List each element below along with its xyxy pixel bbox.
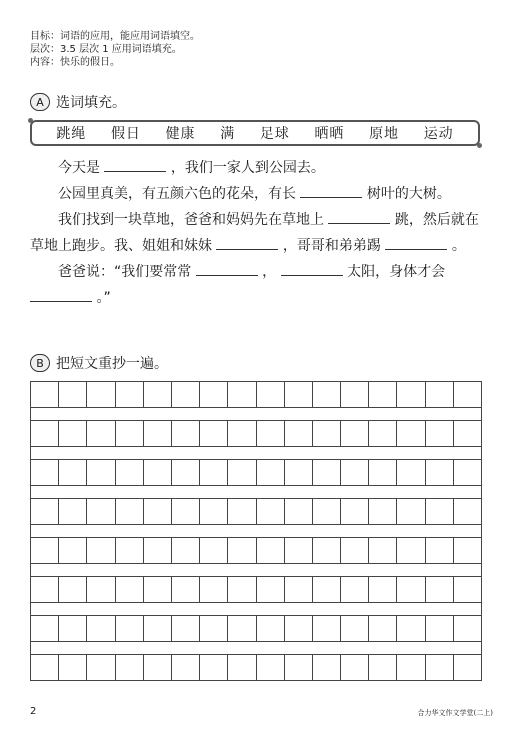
- grid-cell[interactable]: [312, 576, 340, 603]
- passage-paragraph-3: [30, 207, 485, 259]
- grid-cell[interactable]: [425, 420, 453, 447]
- grid-cell[interactable]: [284, 498, 312, 525]
- grid-cell[interactable]: [30, 537, 58, 564]
- answer-blank[interactable]: [300, 181, 362, 198]
- series-title: 合力华文作文学堂(二上): [417, 709, 493, 717]
- answer-blank[interactable]: [216, 233, 278, 250]
- grid-cell[interactable]: [143, 420, 171, 447]
- grid-cell[interactable]: [30, 459, 58, 486]
- word-bank-corner-dot: [477, 143, 482, 148]
- grid-cell[interactable]: [312, 654, 340, 681]
- grid-cell[interactable]: [340, 576, 368, 603]
- grid-cell[interactable]: [453, 537, 482, 564]
- grid-cell[interactable]: [312, 498, 340, 525]
- grid-row-gap: [30, 525, 482, 537]
- grid-cell[interactable]: [171, 654, 199, 681]
- grid-cell[interactable]: [284, 576, 312, 603]
- grid-cell[interactable]: [368, 576, 396, 603]
- grid-cell[interactable]: [227, 576, 255, 603]
- grid-cell[interactable]: [425, 498, 453, 525]
- grid-cell[interactable]: [143, 537, 171, 564]
- word-bank-item: 原地: [369, 126, 400, 142]
- passage-text: 。”: [96, 290, 111, 306]
- grid-cell[interactable]: [284, 381, 312, 408]
- passage-text: 今天是: [58, 160, 100, 176]
- word-bank-corner-dot: [28, 118, 33, 123]
- grid-cell[interactable]: [58, 420, 86, 447]
- grid-row-gap: [30, 447, 482, 459]
- grid-cell[interactable]: [396, 459, 424, 486]
- grid-cell[interactable]: [143, 459, 171, 486]
- grid-cell[interactable]: [30, 615, 58, 642]
- grid-cell[interactable]: [227, 615, 255, 642]
- grid-cell[interactable]: [312, 420, 340, 447]
- grid-cell[interactable]: [284, 459, 312, 486]
- grid-cell[interactable]: [199, 459, 227, 486]
- word-bank-item: 假日: [110, 126, 141, 142]
- grid-cell[interactable]: [340, 498, 368, 525]
- grid-cell[interactable]: [86, 537, 114, 564]
- grid-cell[interactable]: [256, 420, 284, 447]
- grid-cell[interactable]: [30, 576, 58, 603]
- grid-cell[interactable]: [453, 615, 482, 642]
- grid-cell[interactable]: [453, 381, 482, 408]
- grid-cell[interactable]: [227, 381, 255, 408]
- grid-cell[interactable]: [256, 576, 284, 603]
- passage-paragraph-4: [30, 259, 485, 311]
- grid-row-gap: [30, 564, 482, 576]
- grid-cell[interactable]: [396, 498, 424, 525]
- grid-cell[interactable]: [58, 615, 86, 642]
- grid-row: [30, 459, 482, 486]
- grid-cell[interactable]: [368, 615, 396, 642]
- grid-cell[interactable]: [86, 498, 114, 525]
- passage-text: 我们找到一块草地，爸爸和妈妈先在草地上: [58, 212, 324, 228]
- grid-cell[interactable]: [453, 459, 482, 486]
- passage-text: 太阳，身体才会: [347, 264, 446, 280]
- grid-cell[interactable]: [312, 459, 340, 486]
- goal-line: 目标：词语的应用，能应用词语填空。: [30, 31, 200, 42]
- grid-cell[interactable]: [284, 615, 312, 642]
- grid-cell[interactable]: [396, 615, 424, 642]
- grid-cell[interactable]: [284, 537, 312, 564]
- grid-cell[interactable]: [312, 537, 340, 564]
- grid-cell[interactable]: [227, 498, 255, 525]
- grid-cell[interactable]: [58, 537, 86, 564]
- grid-cell[interactable]: [115, 537, 143, 564]
- answer-blank[interactable]: [196, 259, 258, 276]
- section-a-heading: [30, 92, 126, 112]
- grid-row: [30, 615, 482, 642]
- word-bank-item: 足球: [259, 126, 290, 142]
- grid-cell[interactable]: [143, 654, 171, 681]
- grid-cell[interactable]: [425, 381, 453, 408]
- grid-cell[interactable]: [227, 537, 255, 564]
- section-b-heading: [30, 353, 168, 373]
- word-bank-item: 运动: [423, 126, 454, 142]
- word-bank-item: 健康: [165, 126, 196, 142]
- grid-cell[interactable]: [30, 654, 58, 681]
- grid-cell[interactable]: [396, 381, 424, 408]
- grid-cell[interactable]: [86, 654, 114, 681]
- grid-cell[interactable]: [256, 615, 284, 642]
- grid-row-gap: [30, 486, 482, 498]
- grid-cell[interactable]: [86, 615, 114, 642]
- grid-cell[interactable]: [368, 381, 396, 408]
- grid-cell[interactable]: [115, 459, 143, 486]
- grid-cell[interactable]: [340, 537, 368, 564]
- grid-cell[interactable]: [58, 498, 86, 525]
- grid-cell[interactable]: [453, 498, 482, 525]
- grid-cell[interactable]: [58, 459, 86, 486]
- grid-cell[interactable]: [115, 498, 143, 525]
- answer-blank[interactable]: [281, 259, 343, 276]
- grid-cell[interactable]: [115, 615, 143, 642]
- section-a-badge: A: [30, 93, 50, 111]
- grid-cell[interactable]: [171, 459, 199, 486]
- grid-cell[interactable]: [58, 381, 86, 408]
- grid-cell[interactable]: [115, 420, 143, 447]
- grid-cell[interactable]: [256, 654, 284, 681]
- grid-cell[interactable]: [256, 381, 284, 408]
- grid-row: [30, 381, 482, 408]
- grid-cell[interactable]: [171, 381, 199, 408]
- grid-cell[interactable]: [340, 459, 368, 486]
- grid-cell[interactable]: [30, 381, 58, 408]
- grid-cell[interactable]: [368, 420, 396, 447]
- grid-cell[interactable]: [396, 420, 424, 447]
- level-line: 层次：3.5 层次 1 应用词语填充。: [30, 44, 182, 55]
- passage-text: 爸爸说：“我们要常常: [58, 264, 192, 280]
- section-a-title: 选词填充。: [56, 95, 126, 111]
- writing-grid[interactable]: [30, 381, 482, 693]
- grid-cell[interactable]: [171, 576, 199, 603]
- grid-cell[interactable]: [284, 654, 312, 681]
- grid-cell[interactable]: [199, 381, 227, 408]
- grid-cell[interactable]: [86, 420, 114, 447]
- grid-cell[interactable]: [368, 654, 396, 681]
- grid-cell[interactable]: [143, 381, 171, 408]
- answer-blank[interactable]: [328, 207, 390, 224]
- word-bank-item: 满: [220, 126, 236, 142]
- grid-cell[interactable]: [227, 654, 255, 681]
- grid-cell[interactable]: [115, 576, 143, 603]
- grid-cell[interactable]: [199, 420, 227, 447]
- grid-cell[interactable]: [340, 381, 368, 408]
- grid-row: [30, 654, 482, 681]
- grid-cell[interactable]: [312, 381, 340, 408]
- passage-text: ，哥哥和弟弟踢: [282, 238, 381, 254]
- grid-cell[interactable]: [199, 654, 227, 681]
- grid-cell[interactable]: [396, 537, 424, 564]
- grid-cell[interactable]: [30, 498, 58, 525]
- grid-cell[interactable]: [58, 576, 86, 603]
- grid-cell[interactable]: [425, 576, 453, 603]
- grid-cell[interactable]: [143, 576, 171, 603]
- grid-cell[interactable]: [284, 420, 312, 447]
- grid-cell[interactable]: [453, 654, 482, 681]
- grid-cell[interactable]: [171, 420, 199, 447]
- passage-text: 树叶的大树。: [366, 186, 451, 202]
- grid-cell[interactable]: [86, 459, 114, 486]
- grid-row-gap: [30, 642, 482, 654]
- answer-blank[interactable]: [104, 155, 166, 172]
- grid-cell[interactable]: [340, 420, 368, 447]
- worksheet-meta: [30, 30, 200, 69]
- grid-row-gap: [30, 408, 482, 420]
- grid-cell[interactable]: [340, 615, 368, 642]
- fill-in-passage: [30, 155, 485, 311]
- passage-text: ，: [262, 264, 277, 280]
- passage-text: ，我们一家人到公园去。: [170, 160, 325, 176]
- grid-cell[interactable]: [30, 420, 58, 447]
- grid-cell[interactable]: [425, 654, 453, 681]
- grid-cell[interactable]: [171, 615, 199, 642]
- grid-cell[interactable]: [171, 537, 199, 564]
- passage-text: 公园里真美，有五颜六色的花朵，有长: [58, 186, 296, 202]
- grid-cell[interactable]: [199, 537, 227, 564]
- grid-cell[interactable]: [368, 498, 396, 525]
- content-line: 内容：快乐的假日。: [30, 57, 120, 68]
- grid-cell[interactable]: [425, 537, 453, 564]
- grid-row: [30, 420, 482, 447]
- grid-cell[interactable]: [453, 420, 482, 447]
- grid-cell[interactable]: [86, 381, 114, 408]
- grid-cell[interactable]: [368, 459, 396, 486]
- word-bank: [30, 120, 480, 146]
- grid-cell[interactable]: [199, 576, 227, 603]
- grid-cell[interactable]: [425, 615, 453, 642]
- passage-text: 跳，然后就在草地上跑步。我、姐姐和妹妹: [30, 212, 479, 254]
- answer-blank[interactable]: [30, 285, 92, 302]
- grid-cell[interactable]: [312, 615, 340, 642]
- grid-row: [30, 576, 482, 603]
- grid-cell[interactable]: [199, 498, 227, 525]
- answer-blank[interactable]: [385, 233, 447, 250]
- passage-paragraph-1: [30, 155, 485, 181]
- grid-cell[interactable]: [453, 576, 482, 603]
- grid-cell[interactable]: [115, 381, 143, 408]
- grid-cell[interactable]: [396, 576, 424, 603]
- grid-cell[interactable]: [256, 459, 284, 486]
- word-bank-item: 跳绳: [56, 126, 87, 142]
- grid-cell[interactable]: [115, 654, 143, 681]
- grid-cell[interactable]: [425, 459, 453, 486]
- grid-cell[interactable]: [86, 576, 114, 603]
- passage-text: 。: [451, 238, 466, 254]
- grid-cell[interactable]: [340, 654, 368, 681]
- grid-cell[interactable]: [143, 498, 171, 525]
- grid-cell[interactable]: [199, 615, 227, 642]
- grid-cell[interactable]: [171, 498, 199, 525]
- grid-cell[interactable]: [143, 615, 171, 642]
- grid-cell[interactable]: [227, 420, 255, 447]
- grid-cell[interactable]: [256, 498, 284, 525]
- grid-row: [30, 537, 482, 564]
- grid-cell[interactable]: [396, 654, 424, 681]
- word-bank-item: 晒晒: [314, 126, 345, 142]
- section-b-title: 把短文重抄一遍。: [56, 356, 168, 372]
- grid-row: [30, 498, 482, 525]
- grid-cell[interactable]: [368, 537, 396, 564]
- passage-paragraph-2: [30, 181, 485, 207]
- grid-cell[interactable]: [58, 654, 86, 681]
- grid-cell[interactable]: [256, 537, 284, 564]
- grid-row-gap: [30, 603, 482, 615]
- page-number: 2: [30, 706, 37, 717]
- section-b-badge: B: [30, 354, 50, 372]
- grid-cell[interactable]: [227, 459, 255, 486]
